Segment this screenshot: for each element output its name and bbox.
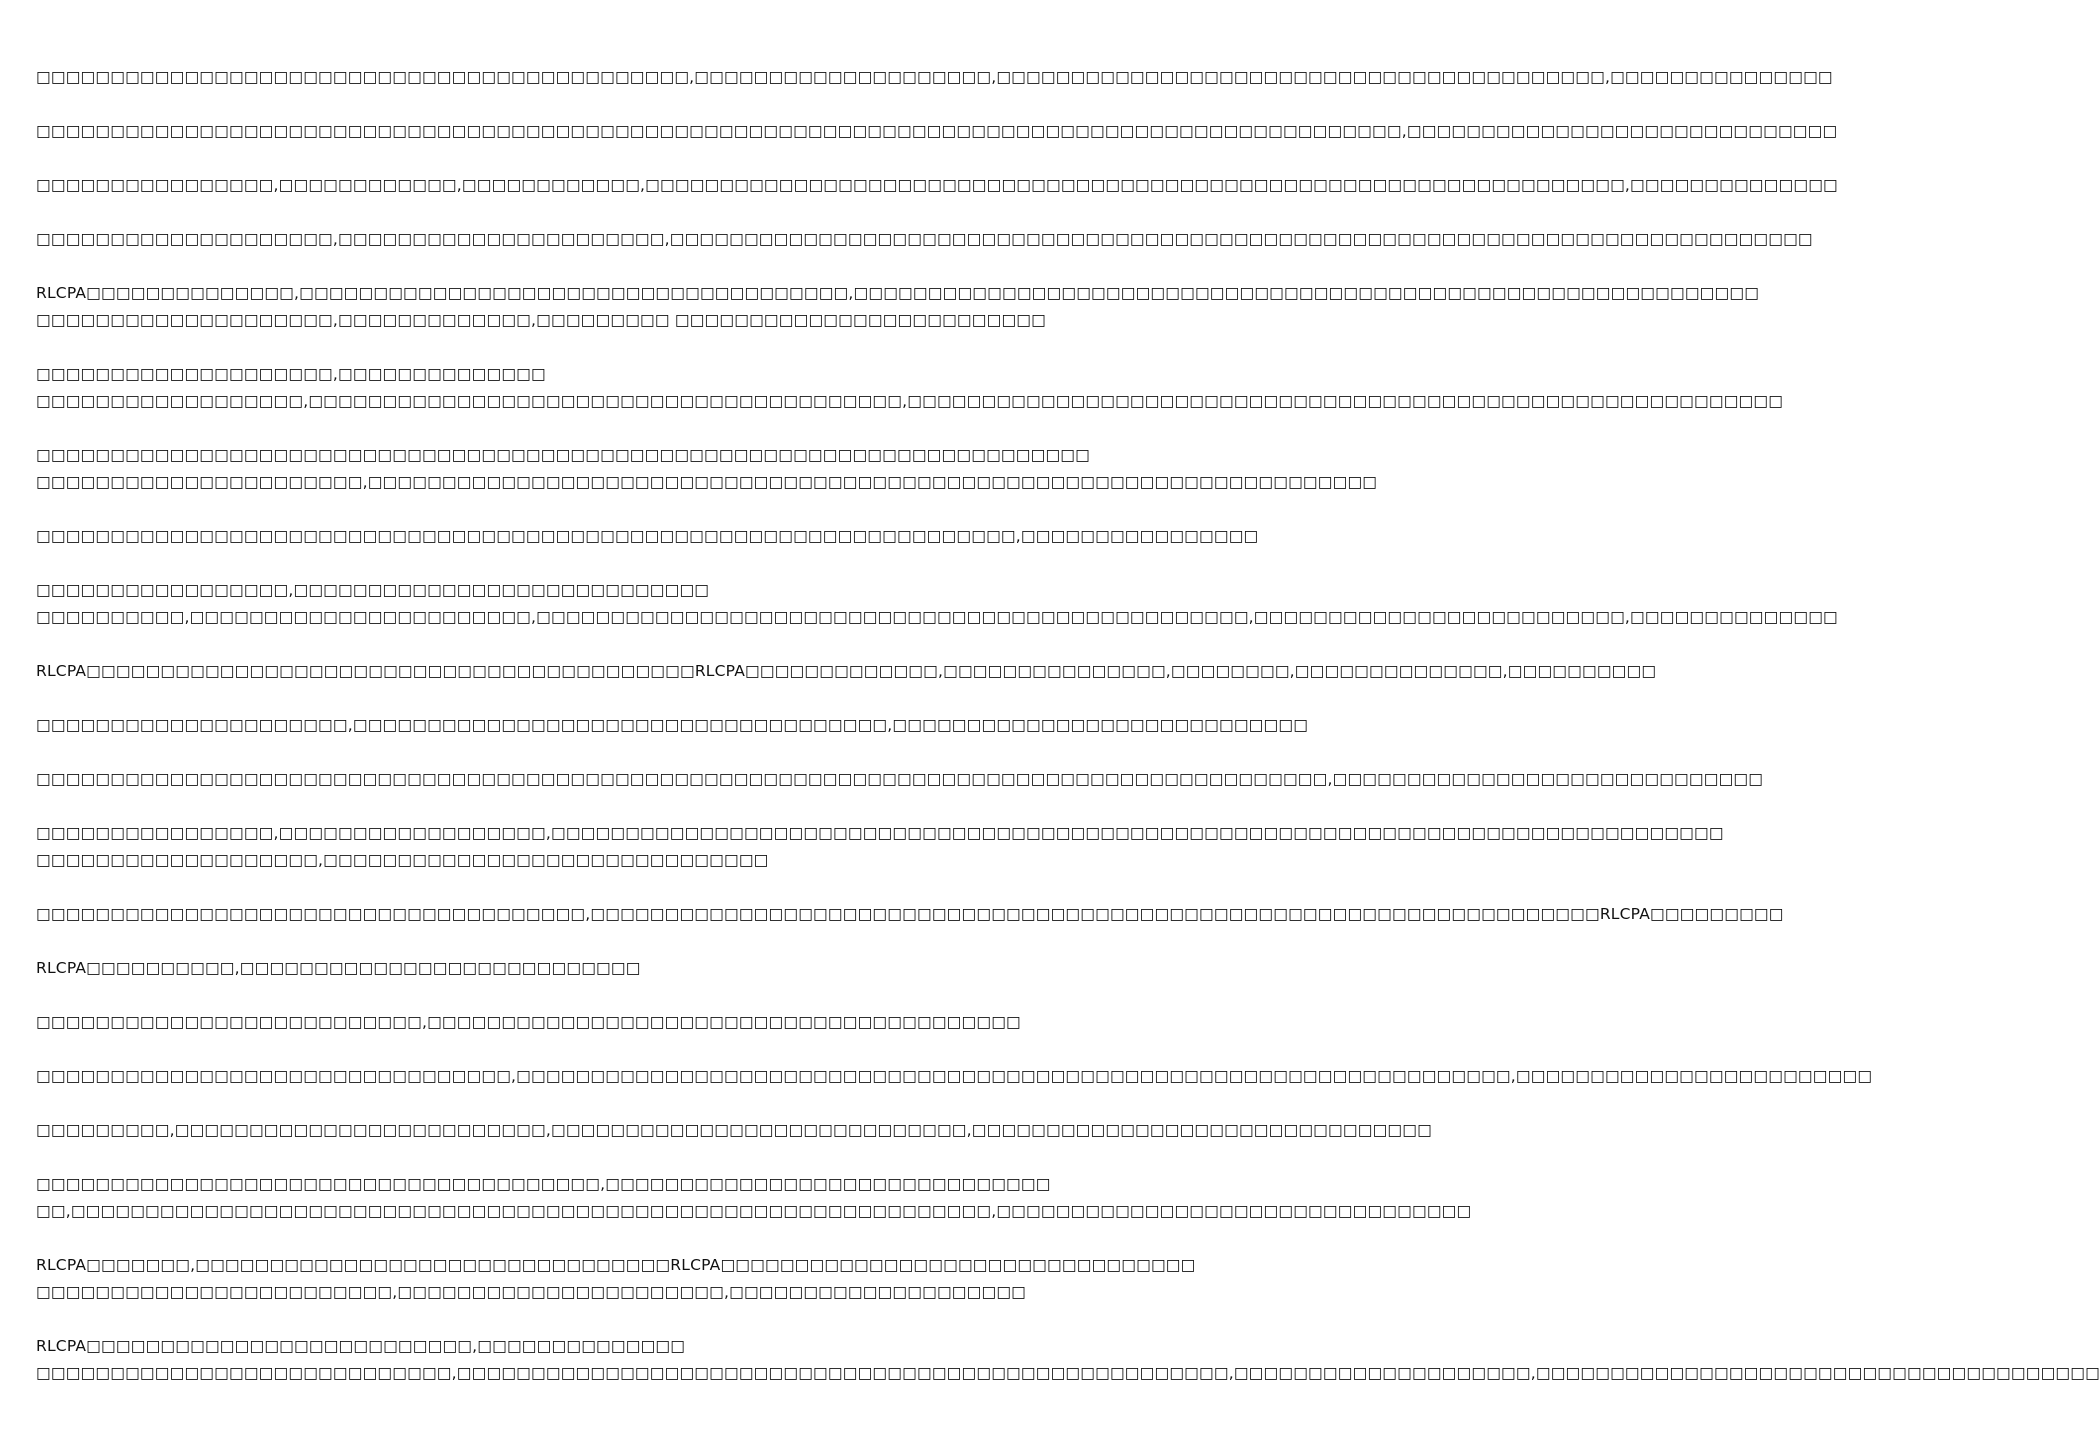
text-line: RLCPA□□□□□□□□□□,□□□□□□□□□□□□□□□□□□□□□□□□□□□: [36, 959, 641, 977]
text-line: □□□□□□□□□□□□□□□□,□□□□□□□□□□□□□□□□□□,□□□□□□□□□□□□□□□□□□□□□□□□□□□□□□□□□□□□□□□□□□□□□□□□□□□□□□□□□□□□□□□□□□□□□□□□□□□□□□□: [36, 824, 1724, 842]
text-line: RLCPA□□□□□□□,□□□□□□□□□□□□□□□□□□□□□□□□□□□□□□□□RLCPA□□□□□□□□□□□□□□□□□□□□□□□□□□□□□□□□: [36, 1256, 1196, 1274]
paragraph: [36, 712, 1309, 739]
text-line: □□□□□□□□□□□□□□□□□□□□□□□□□□□□□□□□□□□□□□□□□□□□□□□□□□□□□□□□□□□□□□□□□□,□□□□□□□□□□□□□□□□: [36, 527, 1259, 545]
text-line: □□□□□□□□□□□□□□□□□□□□□,□□□□□□□□□□□□□□□□□□□□□□□□□□□□□□□□□□□□,□□□□□□□□□□□□□□□□□□□□□□□□□□□□: [36, 716, 1309, 734]
text-line: □□□□□□□□□□□□□□□□□□□□□□,□□□□□□□□□□□□□□□□□□□□□□□□□□□□□□□□□□□□□□□□□□□□□□□□□□□□□□□□□□□□□□□□□□□□: [36, 473, 1378, 491]
paragraph: [36, 1063, 1873, 1090]
paragraph: [36, 955, 990, 982]
paragraph: [36, 1117, 1432, 1144]
paragraph: [36, 1009, 1021, 1036]
text-line: □□□□□□□□□□□□□□□□□□□□,□□□□□□□□□□□□□□□□□□□□□□,□□□□□□□□□□□□□□□□□□□□□□□□□□□□□□□□□□□□□□□□□□□□□□□□□□□□□□□□□□□□□□□□□□□□□□□□□□□□□: [36, 230, 1813, 248]
text-line: □□□□□□□□□□□□□□□□□□□□□□□□,□□□□□□□□□□□□□□□□□□□□□□,□□□□□□□□□□□□□□□□□□□□: [36, 1283, 1027, 1301]
text-line: □□□□□□□□□□□□□□□□□□□□□□□□□□□□□□□□□□□□□,□□□□□□□□□□□□□□□□□□□□□□□□□□□□□□□□□□□□□□□□□□□□□□□□□□□□□□□□□□□□□□□□□□□□RLCPA□□□□□□□□□: [36, 905, 1784, 923]
paragraph: [36, 658, 1657, 685]
text-line: □□□□□□□□□□□□□□□□□□,□□□□□□□□□□□□□□□□□□□□□□□□□□□□□□□□□□□□□□□□,□□□□□□□□□□□□□□□□□□□□□□□□□□□□□□□□□□□□□□□□□□□□□□□□□□□□□□□□□□□: [36, 392, 1784, 410]
document-page: [36, 64, 2100, 1414]
paragraph: [36, 280, 1760, 334]
text-line: □□□□□□□□□□□□□□□□□□□,□□□□□□□□□□□□□□□□□□□□□□□□□□□□□□: [36, 851, 769, 869]
text-line: □□□□□□□□□□□□□□□□□□□□□□□□□□,□□□□□□□□□□□□□□□□□□□□□□□□□□□□□□□□□□□□□□□□: [36, 1013, 1021, 1031]
paragraph: [36, 1252, 1196, 1306]
text-line: □□□□□□□□□□□□□□□□□□□□□□□□□□□□,□□□□□□□□□□□□□□□□□□□□□□□□□□□□□□□□□□□□□□□□□□□□□□□□□□□□,□□□□□□□□□□□□□□□□□□□□,□□□□□□□□□□□□□□□□□□□□□□□□□□□□□□□□□□□□□□: [36, 1364, 2100, 1382]
text-line: □□□□□□□□□□□□□□□□□□□□□□□□□□□□□□□□□□□□□□□□□□□□□□□□□□□□□□□□□□□□□□□□□□□□□□□□□□□□□□□□□□□□□□□□□□□□,□□□□□□□□□□□□□□□□□□□□□□□□□□□□□: [36, 122, 1838, 140]
text-line: RLCPA□□□□□□□□□□□□□□,□□□□□□□□□□□□□□□□□□□□□□□□□□□□□□□□□□□□□,□□□□□□□□□□□□□□□□□□□□□□□□□□□□□□□□□□□□□□□□□□□□□□□□□□□□□□□□□□□□□: [36, 284, 1760, 302]
paragraph: [36, 523, 1259, 550]
text-line: □□□□□□□□□□□□□□□□□□□□,□□□□□□□□□□□□□,□□□□□□□□□ □□□□□□□□□□□□□□□□□□□□□□□□□: [36, 311, 1046, 329]
text-line: □□□□□□□□□□□□□□□□□□□□,□□□□□□□□□□□□□□: [36, 365, 546, 383]
text-line: □□□□□□□□□□□□□□□□,□□□□□□□□□□□□,□□□□□□□□□□□□,□□□□□□□□□□□□□□□□□□□□□□□□□□□□□□□□□□□□□□□□□□□□□□□□□□□□□□□□□□□□□□□□□□,□□□□□□□□□□□□□□: [36, 176, 1838, 194]
paragraph: [36, 361, 1784, 415]
text-line: □□□□□□□□□□□□□□□□□□□□□□□□□□□□□□□□□□□□□□,□□□□□□□□□□□□□□□□□□□□□□□□□□□□□□: [36, 1175, 1051, 1193]
text-line: □□□□□□□□□,□□□□□□□□□□□□□□□□□□□□□□□□□,□□□□□□□□□□□□□□□□□□□□□□□□□□□□,□□□□□□□□□□□□□□□□□□□□□□□□□□□□□□□: [36, 1121, 1432, 1139]
text-line: □□□□□□□□□□□□□□□□□□□□□□□□□□□□□□□□□□□□□□□□□□□□□□□□□□□□□□□□□□□□□□□□□□□□□□□: [36, 446, 1090, 464]
text-line: □□,□□□□□□□□□□□□□□□□□□□□□□□□□□□□□□□□□□□□□□□□□□□□□□□□□□□□□□□□□□□□□□,□□□□□□□□□□□□□□□□□□□□□□□□□□□□□□□□: [36, 1202, 1472, 1220]
text-line: □□□□□□□□□□□□□□□□□□□□□□□□□□□□□□□□□□□□□□□□□□□□,□□□□□□□□□□□□□□□□□□□□,□□□□□□□□□□□□□□□□□□□□□□□□□□□□□□□□□□□□□□□□□,□□□□□□□□□□□□□□□: [36, 68, 1833, 86]
text-line: □□□□□□□□□□,□□□□□□□□□□□□□□□□□□□□□□□,□□□□□□□□□□□□□□□□□□□□□□□□□□□□□□□□□□□□□□□□□□□□□□□□,□□□□□□□□□□□□□□□□□□□□□□□□□,□□□□□□□□□□□□□□: [36, 608, 1838, 626]
text-line: RLCPA□□□□□□□□□□□□□□□□□□□□□□□□□□□□□□□□□□□□□□□□□RLCPA□□□□□□□□□□□□□,□□□□□□□□□□□□□□□,□□□□□□□□,□□□□□□□□□□□□□□,□□□□□□□□□□: [36, 662, 1657, 680]
text-line: □□□□□□□□□□□□□□□□□□□□□□□□□□□□□□□□,□□□□□□□□□□□□□□□□□□□□□□□□□□□□□□□□□□□□□□□□□□□□□□□□□□□□□□□□□□□□□□□□□□□,□□□□□□□□□□□□□□□□□□□□□□□□: [36, 1067, 1873, 1085]
paragraph: [36, 1333, 2100, 1387]
text-line: □□□□□□□□□□□□□□□□□□□□□□□□□□□□□□□□□□□□□□□□□□□□□□□□□□□□□□□□□□□□□□□□□□□□□□□□□□□□□□□□□□□□□□□,□□□□□□□□□□□□□□□□□□□□□□□□□□□□□: [36, 770, 1764, 788]
paragraph: [36, 820, 1724, 874]
text-line: □□□□□□□□□□□□□□□□□,□□□□□□□□□□□□□□□□□□□□□□□□□□□□: [36, 581, 710, 599]
paragraph: [36, 172, 1838, 199]
paragraph: [36, 118, 1838, 145]
paragraph: [36, 766, 1764, 793]
paragraph: [36, 1171, 1472, 1225]
paragraph: [36, 226, 1813, 253]
text-line: RLCPA□□□□□□□□□□□□□□□□□□□□□□□□□□,□□□□□□□□□□□□□□: [36, 1337, 686, 1355]
paragraph: [36, 577, 1838, 631]
paragraph: [36, 64, 1833, 91]
paragraph: [36, 442, 1378, 496]
paragraph: [36, 901, 1784, 928]
